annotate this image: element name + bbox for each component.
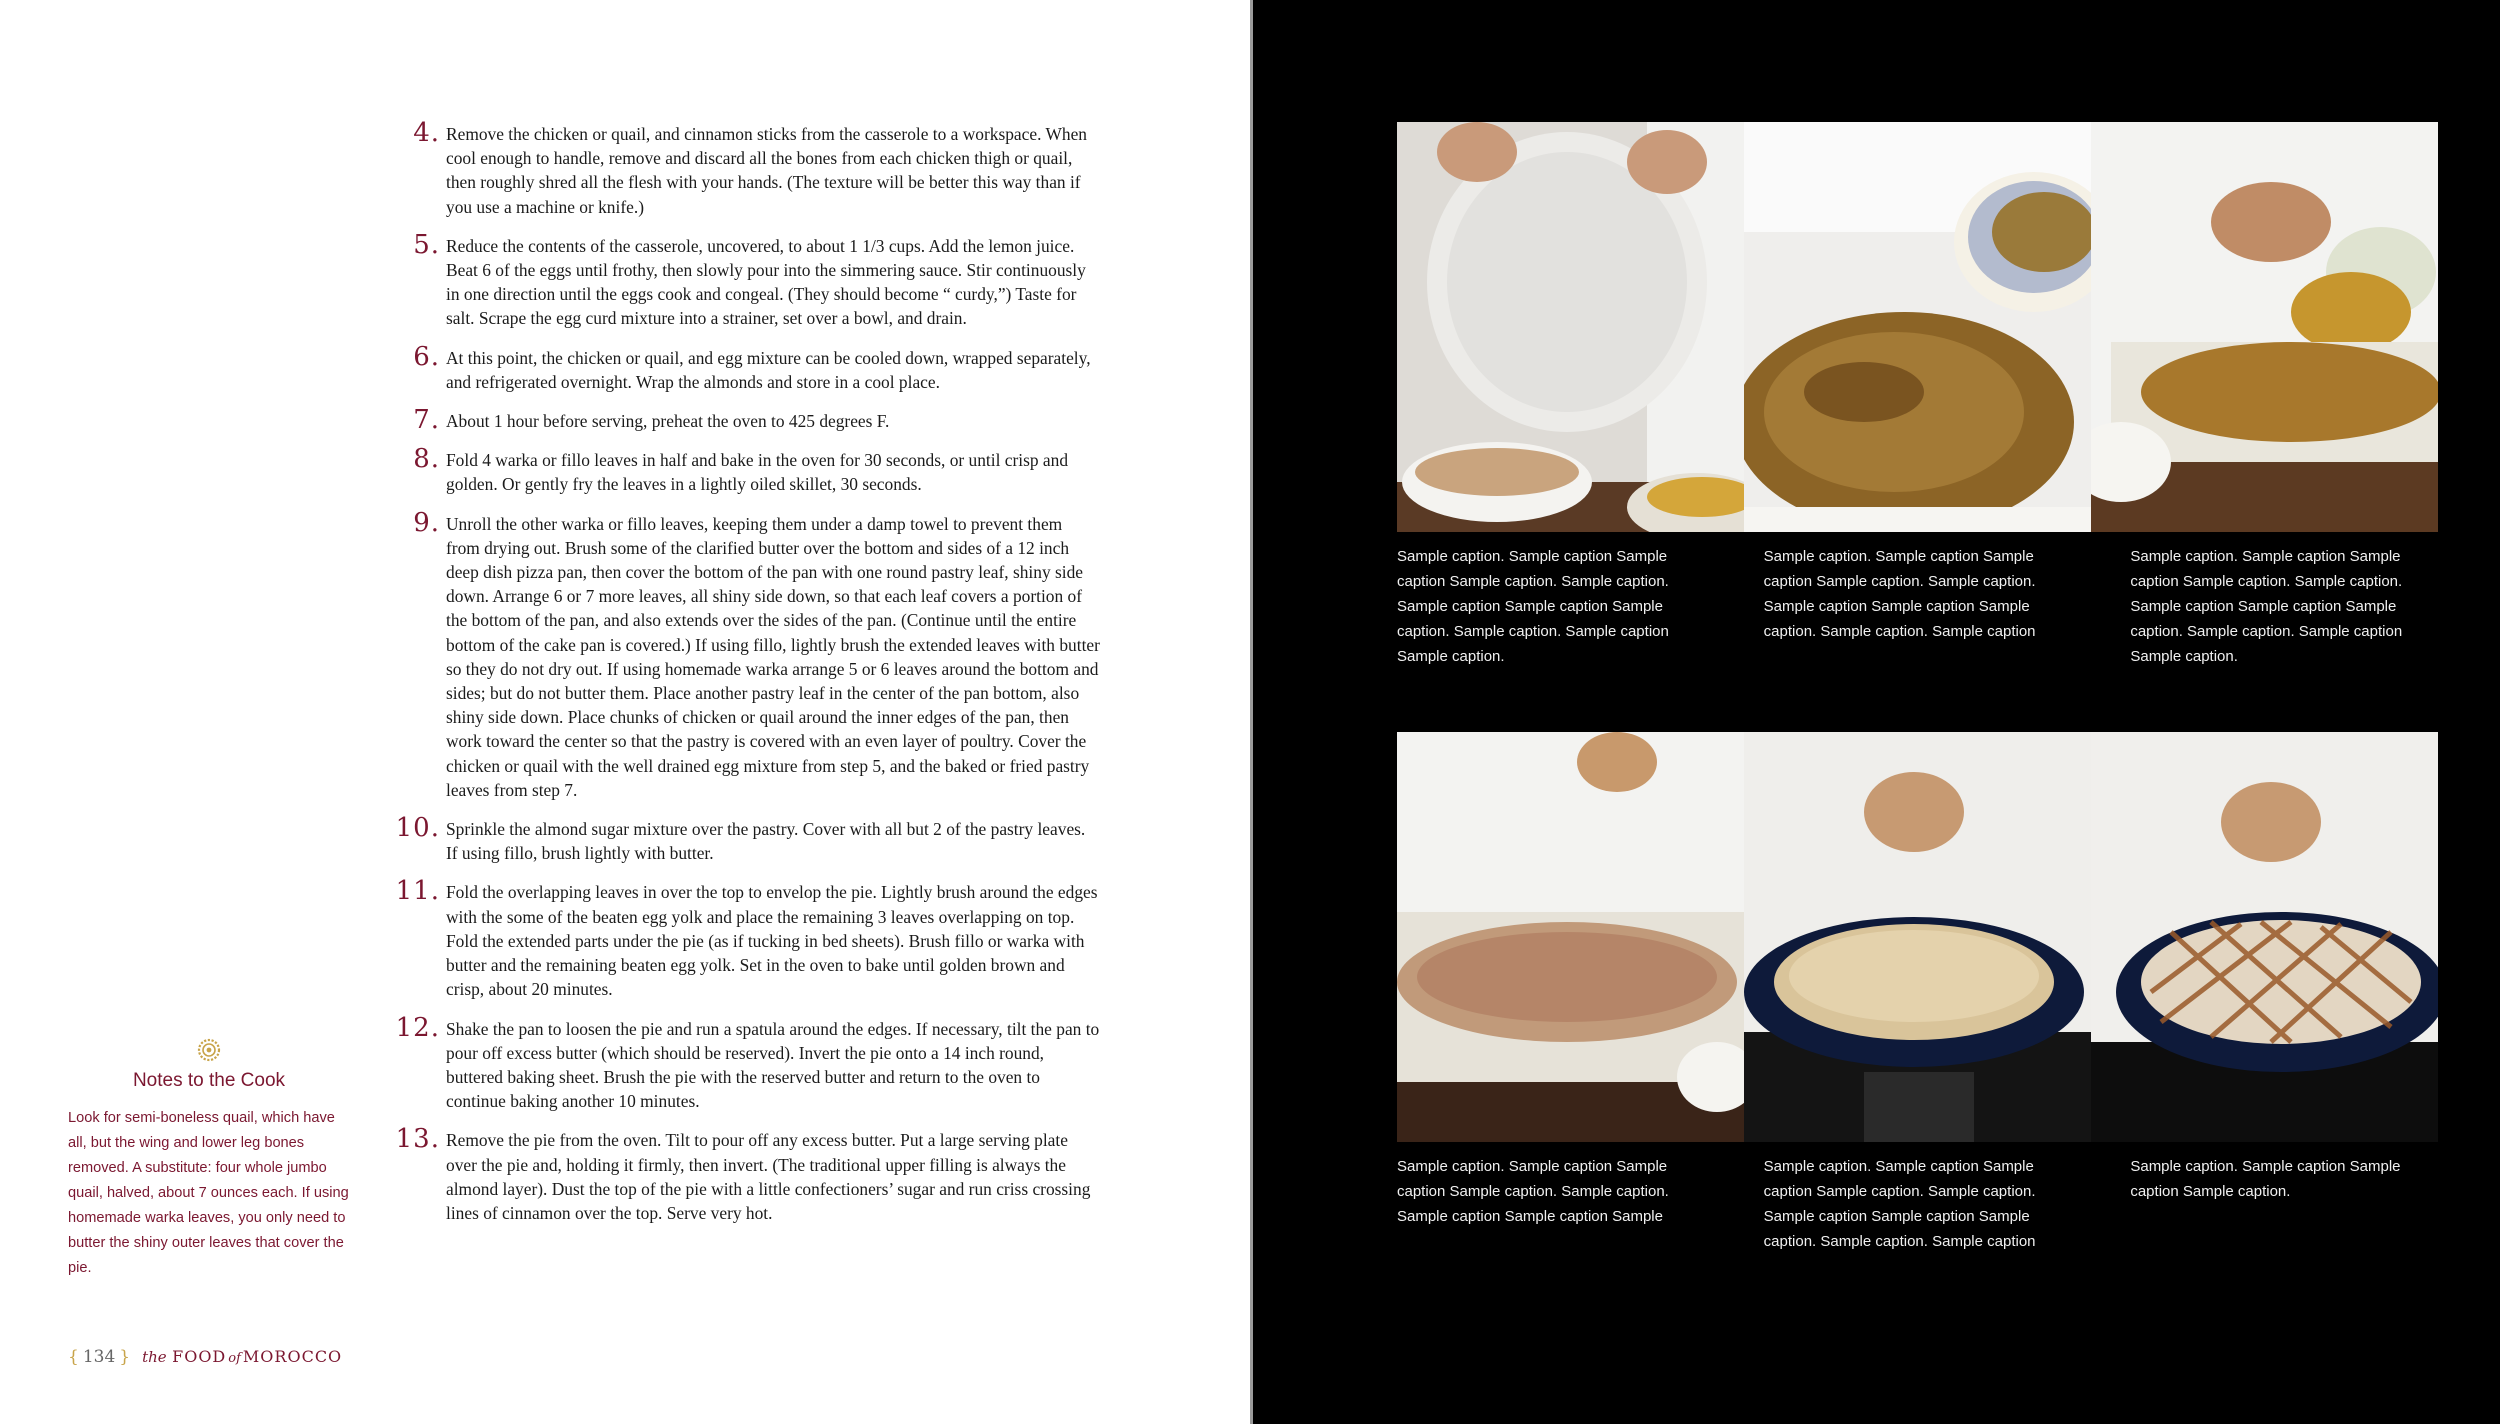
step-text: At this point, the chicken or quail, and egg mixture can be cooled down, wrapped separately, and refrigerated overnight. Wrap the almonds and store in a cool place. [446, 347, 1091, 392]
step-text: Fold the overlapping leaves in over the top to envelop the pie. Lightly brush around the edges with the some of the beaten egg yolk and place the remaining 3 leaves overlapping on top. Fold the extended parts under the pie (as if tucking in bed sheets). Brush fillo or warka with butter and the remaining beaten egg yolk. Set in the oven to bake until golden brown and crisp, about 20 minutes. [446, 882, 1098, 1000]
photo-almond-layer [1397, 732, 1744, 1142]
step-number: 6. [413, 341, 440, 372]
photo-caption: Sample caption. Sample caption Sample caption Sample caption. Sample caption. Sample caption Sample caption Sample caption. Sample caption. Sample caption Sample caption. [1397, 548, 1669, 665]
step-number: 4. [413, 118, 440, 148]
step-text: Sprinkle the almond sugar mixture over the pastry. Cover with all but 2 of the pastry leaves. If using fillo, brush lightly with butter. [446, 819, 1086, 864]
recipe-step [380, 405, 1100, 436]
photo-baked-pie [1744, 732, 2091, 1142]
photo-caption: Sample caption. Sample caption Sample caption Sample caption. Sample caption. Sample caption Sample caption Sample caption. Sample caption. Sample caption [1763, 548, 2036, 640]
page-folio [68, 1347, 342, 1367]
step-number: 9. [413, 507, 440, 538]
recipe-step [380, 813, 1100, 865]
book-title-food: FOOD [172, 1347, 227, 1366]
photo-caption: Sample caption. Sample caption Sample caption Sample caption. Sample caption. Sample caption Sample caption Sample [1397, 1158, 1669, 1225]
folio-bracket: } [119, 1347, 131, 1367]
notes-body: Look for semi-boneless quail, which have all, but the wing and lower leg bones removed. A substitute: four whole jumbo quail, halved, about 7 ounces each. If using homemade warka leaves, you only need to butter the shiny outer leaves that cover the pie. [68, 1110, 349, 1276]
photo-caption: Sample caption. Sample caption Sample caption Sample caption. Sample caption. Sample caption Sample caption Sample caption. Sample caption. Sample caption [1763, 1158, 2036, 1250]
recipe-step [380, 876, 1100, 1001]
recipe-step [380, 229, 1100, 331]
photo-cinnamon-lattice [2091, 732, 2438, 1142]
page-number: 134 [82, 1347, 116, 1367]
recipe-step [380, 1124, 1100, 1225]
caption-row-bottom [1397, 1154, 2497, 1254]
step-number: 12. [395, 1012, 440, 1043]
recipe-step [380, 444, 1100, 496]
recipe-step [380, 341, 1100, 394]
book-title-of: of [228, 1351, 241, 1366]
photo-pastry-sheet [1397, 122, 1744, 532]
photo-chicken-filling [1744, 122, 2091, 532]
book-title-morocco: MOROCCO [242, 1347, 343, 1366]
step-text: Reduce the contents of the casserole, uncovered, to about 1 1/3 cups. Add the lemon juice. Beat 6 of the eggs until frothy, then slowly pour into the simmering sauce. Stir continuously in one direction until the eggs cook and congeal. (They should become “ curdy,”) Taste for salt. Scrape the egg curd mixture into a strainer, set over a bowl, and drain. [446, 235, 1086, 329]
step-number: 8. [413, 444, 440, 475]
step-number: 10. [395, 813, 440, 844]
step-text: Remove the chicken or quail, and cinnamon sticks from the casserole to a workspace. When cool enough to handle, remove and discard all the bones from each chicken thigh or quail, then roughly shred all the flesh with your hands. (The texture will be better this way than if you use a machine or knife.) [446, 124, 1087, 217]
recipe-step [380, 1012, 1100, 1114]
step-number: 5. [413, 229, 440, 260]
step-number: 11. [395, 876, 440, 907]
photo-caption: Sample caption. Sample caption Sample caption Sample caption. [2130, 1158, 2401, 1200]
step-text: Unroll the other warka or fillo leaves, keeping them under a damp towel to prevent them from drying out. Brush some of the clarified butter over the bottom and sides of a 12 inch deep dish pizza pan, then cover the bottom of the pan with one round pastry leaf, shiny side down. Arrange 6 or 7 more leaves, all shiny side down, so that each leaf covers a portion of the bottom of the pan, and also extends over the sides of the pan. (Continue until the entire bottom of the cake pan is covered.) If using fillo, lightly brush the extended leaves with butter so they do not dry out. If using homemade warka arrange 5 or 6 leaves around the bottom and sides; but do not butter them. Place another pastry leaf in the center of the pan bottom, also shiny side down. Place chunks of chicken or quail around the inner edges of the pan, then work toward the center so that the pastry is covered with an even layer of poultry. Cover the chicken or quail with the well drained egg mixture from step 5, and the baked or fried pastry leaves from step 7. [446, 513, 1100, 800]
photo-filling-into-pan [2091, 122, 2438, 532]
step-text: About 1 hour before serving, preheat the oven to 425 degrees F. [446, 411, 890, 432]
photo-row-top [1397, 122, 2438, 532]
notes-sidebar [68, 1036, 350, 1281]
caption-row-top [1397, 544, 2497, 669]
recipe-step [380, 507, 1100, 802]
step-text: Shake the pan to loosen the pie and run a spatula around the edges. If necessary, tilt the pan to pour off excess butter (which should be reserved). Invert the pie onto a 14 inch round, buttered baking sheet. Brush the pie with the reserved butter and return to the oven to continue baking another 10 minutes. [446, 1018, 1100, 1112]
recipe-steps [380, 118, 1100, 1240]
photo-row-bottom [1397, 732, 2438, 1142]
step-number: 13. [395, 1124, 440, 1155]
folio-bracket: { [68, 1347, 79, 1367]
step-text: Fold 4 warka or fillo leaves in half and bake in the oven for 30 seconds, or until crisp and golden. Or gently fry the leaves in a lightly oiled skillet, 30 seconds. [446, 450, 1069, 495]
recipe-step [380, 118, 1100, 219]
step-number: 7. [413, 405, 440, 436]
book-title-the: the [142, 1348, 167, 1366]
step-text: Remove the pie from the oven. Tilt to pour off any excess butter. Put a large serving plate over the pie and, holding it firmly, then invert. (The traditional upper filling is always the almond layer). Dust the top of the pie with a little confectioners’ sugar and run criss crossing lines of cinnamon over the top. Serve very hot. [446, 1130, 1091, 1223]
photo-caption: Sample caption. Sample caption Sample caption Sample caption. Sample caption. Sample caption Sample caption Sample caption. Sample caption. Sample caption Sample caption. [2130, 548, 2403, 665]
ornament-icon [195, 1036, 223, 1064]
notes-title: Notes to the Cook [132, 1070, 286, 1091]
